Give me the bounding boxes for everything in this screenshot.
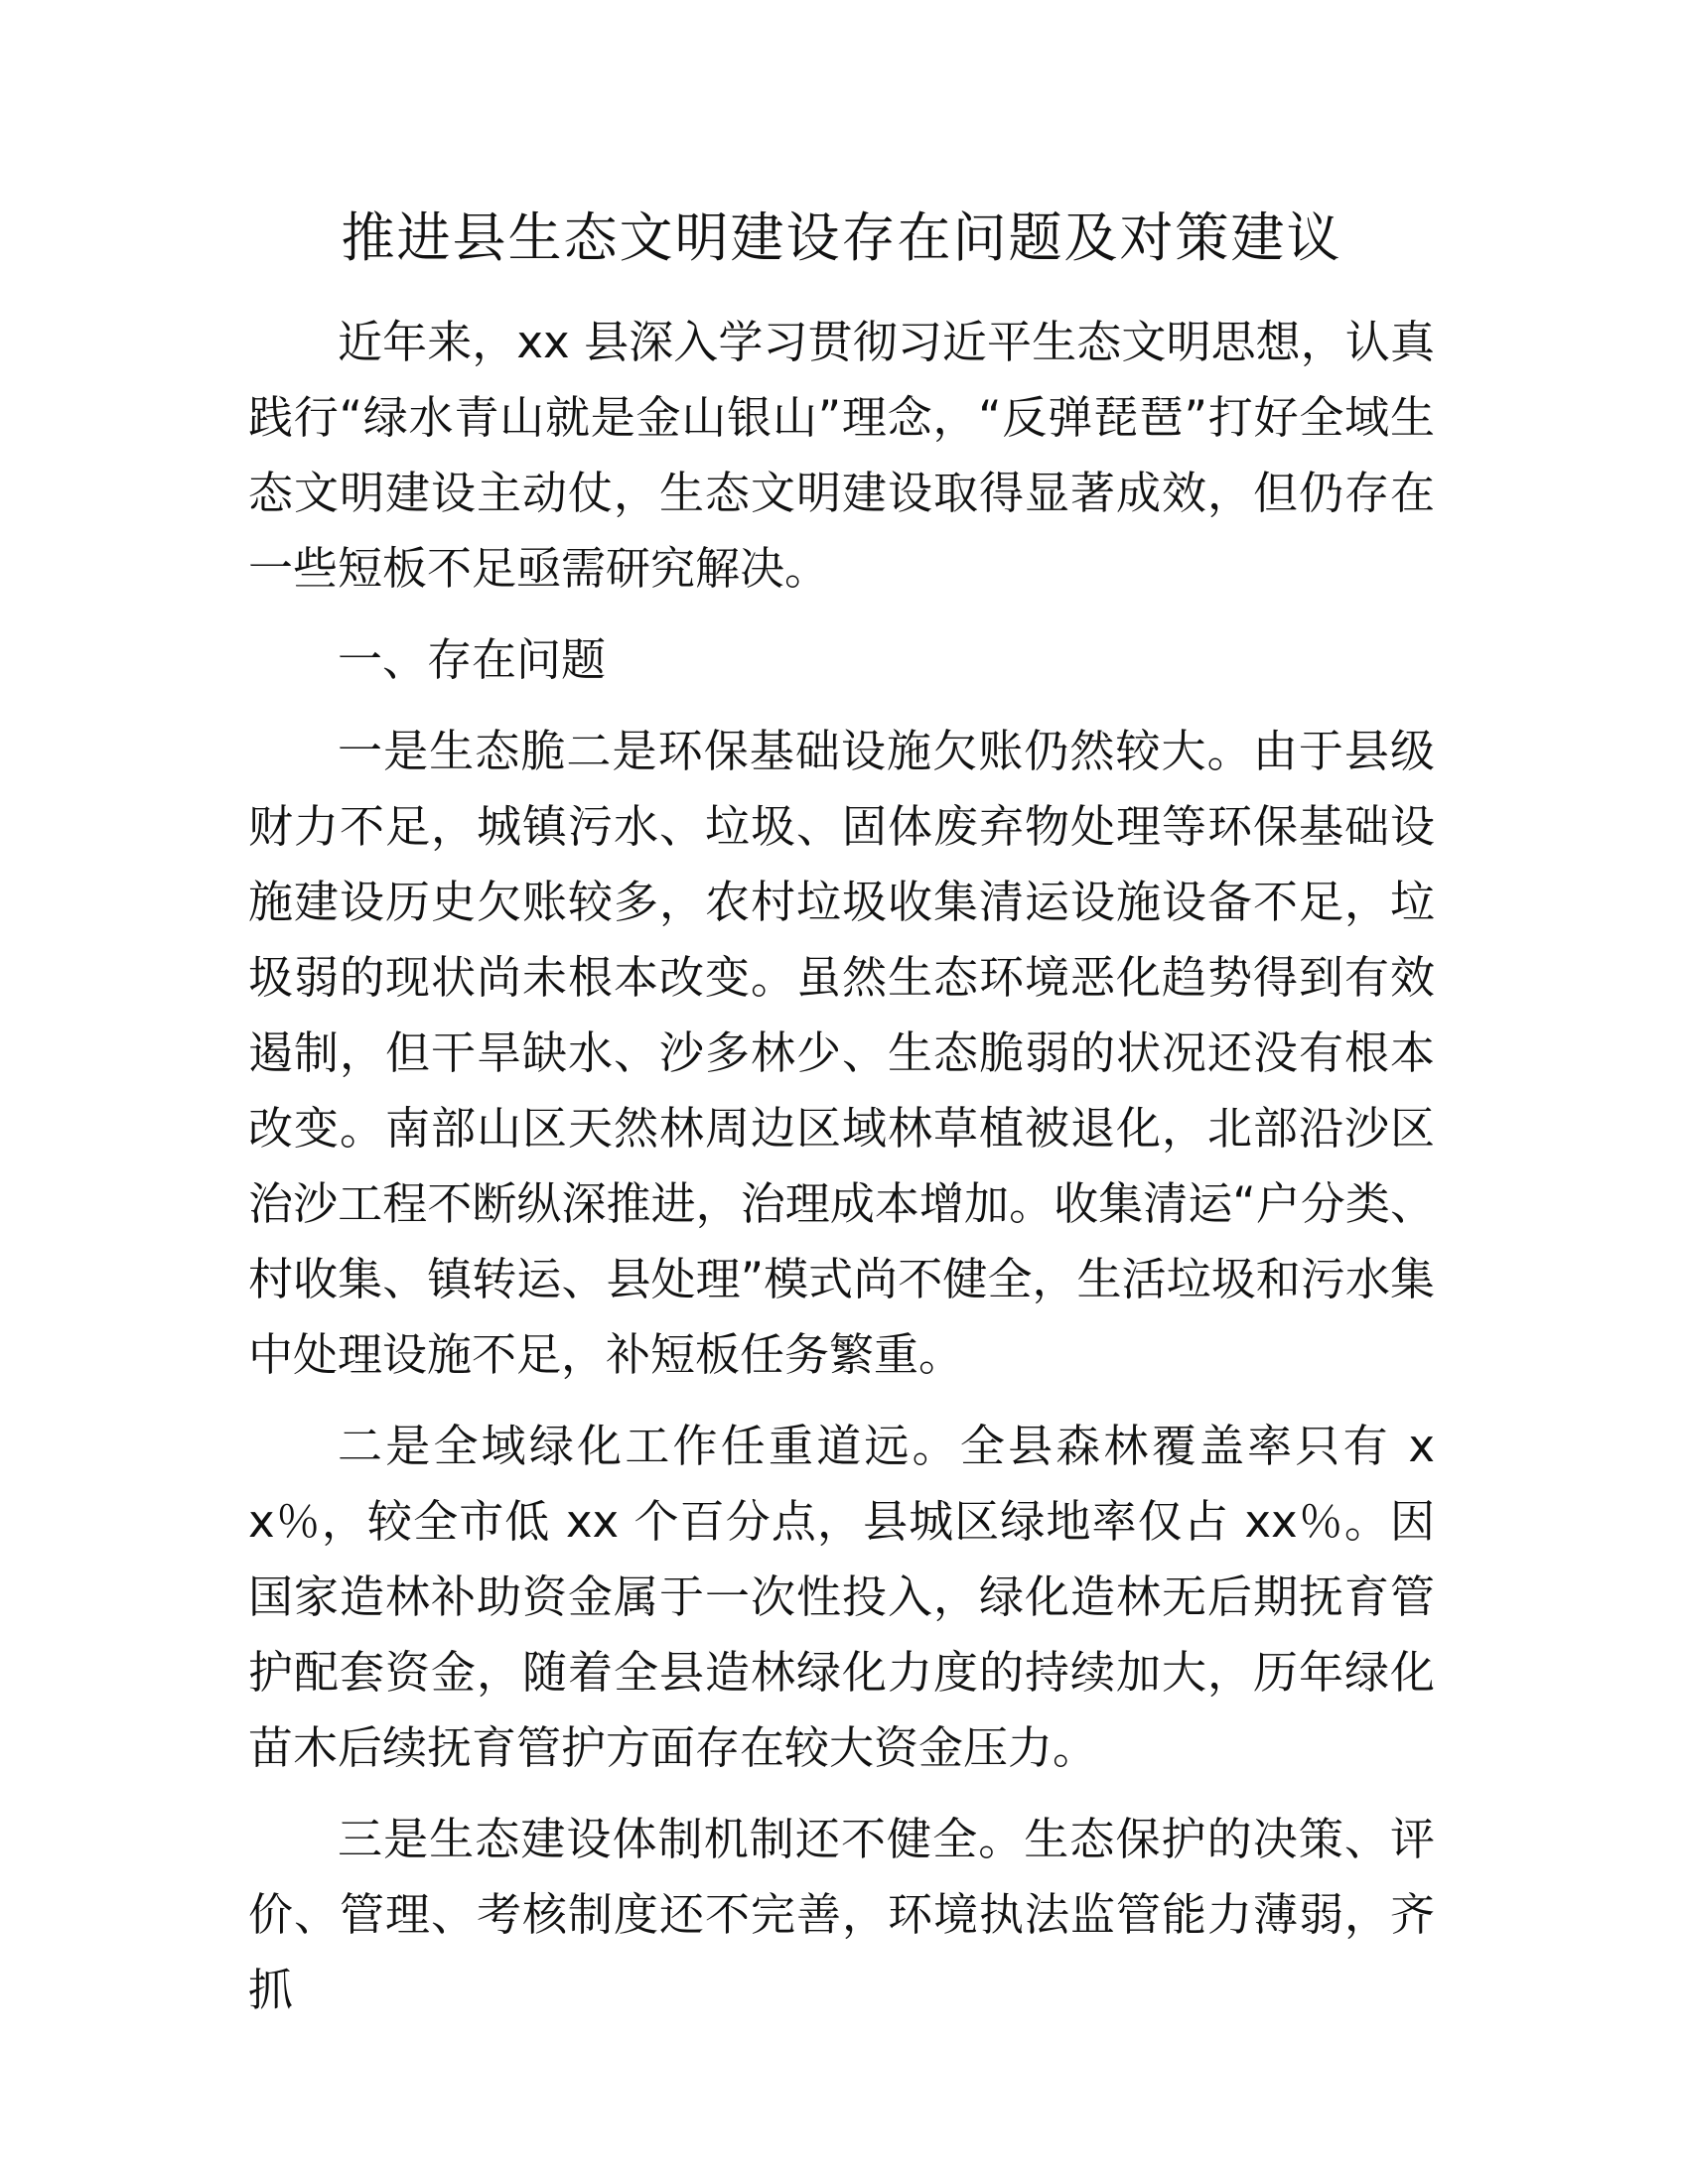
issue-paragraph-3: 三是生态建设体制机制还不健全。生态保护的决策、评价、管理、考核制度还不完善，环境执法监管能力薄弱，齐抓 [248,1813,1435,2016]
section-heading: 一、存在问题 [338,633,607,686]
issue-paragraph-1: 一是生态脆二是环保基础设施欠账仍然较大。由于县级财力不足，城镇污水、垃圾、固体废弃物处理等环保基础设施建设历史欠账较多，农村垃圾收集清运设施设备不足，垃圾弱的现状尚未根本改变。虽然生态环境恶化趋势得到有效遏制，但干旱缺水、沙多林少、生态脆弱的状况还没有根本改变。南部山区天然林周边区域林草植被退化，北部沿沙区治沙工程不断纵深推进，治理成本增加。收集清运“户分类、村收集、镇转运、县处理”模式尚不健全，生活垃圾和污水集中处理设施不足，补短板任务繁重。 [248,725,1435,1381]
document-page [248,194,1435,2044]
issue-paragraph-2: 二是全域绿化工作任重道远。全县森林覆盖率只有 xx％，较全市低 xx 个百分点，县城区绿地率仅占 xx％。因国家造林补助资金属于一次性投入，绿化造林无后期抚育管护配套资金，随着全县造林绿化力度的持续加大，历年绿化苗木后续抚育管护方面存在较大资金压力。 [248,1420,1435,1774]
document-title: 推进县生态文明建设存在问题及对策建议 [341,206,1342,269]
intro-paragraph: 近年来，xx 县深入学习贯彻习近平生态文明思想，认真践行“绿水青山就是金山银山”理念，“反弹琵琶”打好全域生态文明建设主动仗，生态文明建设取得显著成效，但仍存在一些短板不足亟需研究解决。 [248,316,1435,595]
